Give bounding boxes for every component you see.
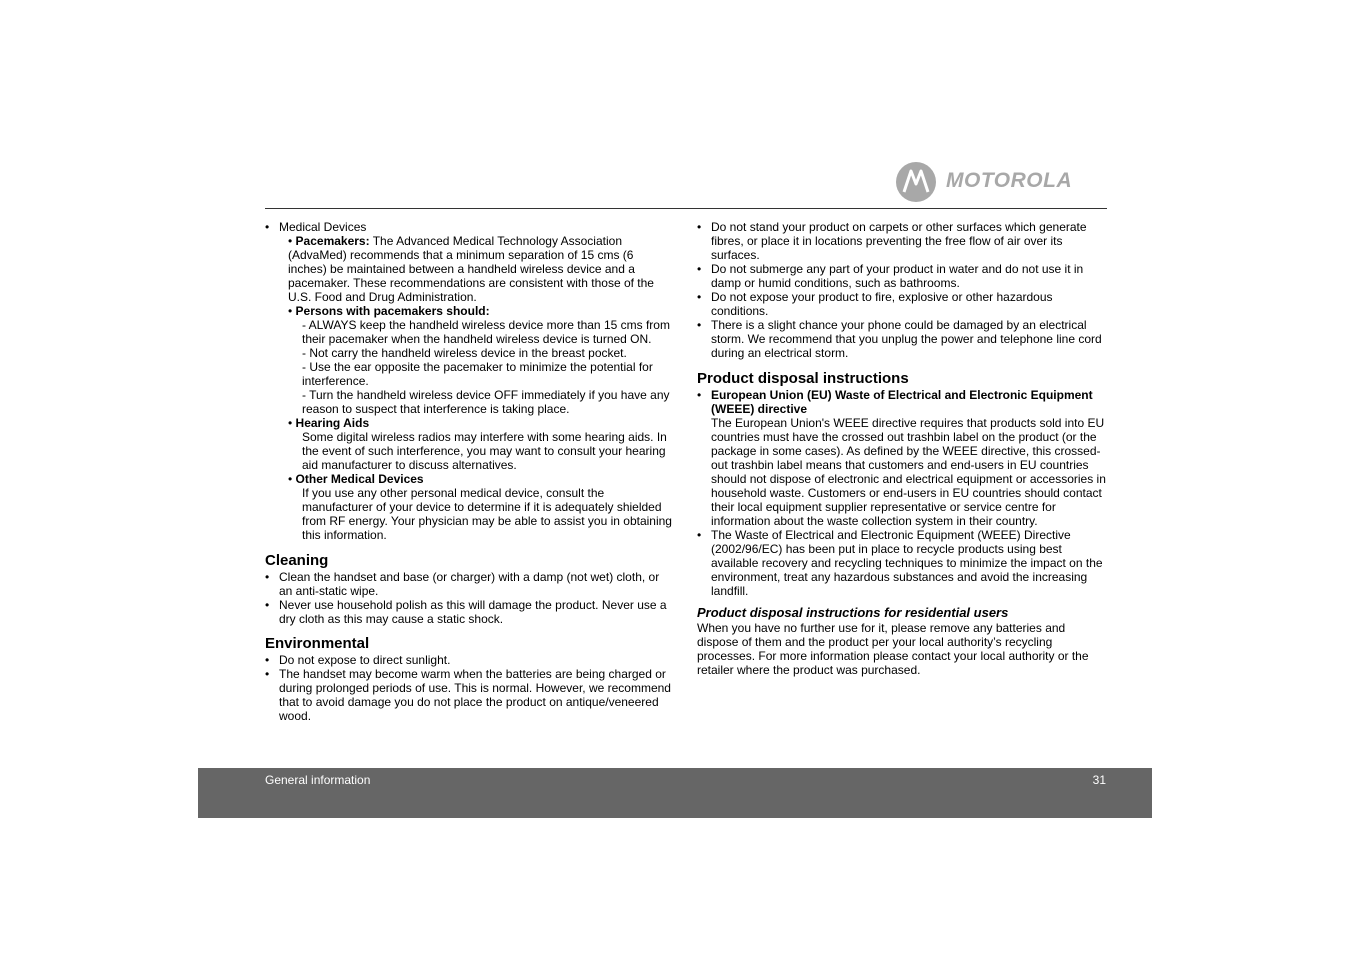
persons-line: - Not carry the handheld wireless device in the breast pocket. (302, 346, 627, 360)
persons-line: - Turn the handheld wireless device OFF immediately if you have any reason to suspect that interference is taking place. (302, 388, 670, 416)
medical-devices-label: • Medical Devices (265, 220, 675, 234)
footer-section: General information (265, 773, 371, 787)
list-item: • Do not expose your product to fire, explosive or other hazardous conditions. (697, 290, 1107, 318)
footer-bar (198, 768, 1152, 818)
disposal-heading: Product disposal instructions (697, 370, 909, 387)
persons-heading: • Persons with pacemakers should: (288, 304, 675, 318)
directive-item: • The Waste of Electrical and Electronic Equipment (WEEE) Directive (2002/96/EC) has been put in place to recycle products using best available recovery and recycling techniques to minimize the impact on the environment, treat any hazardous substances and avoid the increasing landfill. (697, 528, 1107, 598)
pacemakers-item (288, 234, 675, 304)
list-item: • Never use household polish as this will damage the product. Never use a dry cloth as this may cause a static shock. (265, 598, 675, 626)
motorola-logo (896, 162, 1111, 204)
other-devices-text: If you use any other personal medical device, consult the manufacturer of your device to determine if it is adequately shielded from RF energy. Your physician may be able to assist you in obtaining this information. (302, 486, 672, 542)
residential-heading: Product disposal instructions for residential users (697, 605, 1009, 620)
weee-item (697, 388, 1107, 528)
persons-line: - ALWAYS keep the handheld wireless device more than 15 cms from their pacemaker when the handheld wireless device is turned ON. (302, 318, 670, 346)
pacemakers-text: The Advanced Medical Technology Association (AdvaMed) recommends that a minimum separation of 15 cms (6 inches) be maintained between a handheld wireless device and a pacemaker. These recommendations are consistent with those of the U.S. Food and Drug Administration. (288, 234, 654, 304)
page-number: 31 (1092, 773, 1106, 787)
residential-text: When you have no further use for it, please remove any batteries and dispose of them and the product per your local authority’s recycling processes. For more information please contact your local authority or the retailer where the product was purchased. (697, 621, 1089, 677)
header-rule (265, 208, 1107, 209)
list-item: • The handset may become warm when the batteries are being charged or during prolonged periods of use. This is normal. However, we recommend that to avoid damage you do not place the product on antique/veneered wood. (265, 667, 675, 723)
environmental-heading: Environmental (265, 635, 370, 652)
persons-line: - Use the ear opposite the pacemaker to minimize the potential for interference. (302, 360, 653, 388)
right-column (697, 220, 1107, 677)
hearing-aids-heading: • Hearing Aids (288, 416, 675, 430)
hearing-aids-text: Some digital wireless radios may interfere with some hearing aids. In the event of such interference, you may want to consult your hearing aid manufacturer to discuss alternatives. (302, 430, 667, 472)
brand-name: MOTOROLA (946, 169, 1073, 192)
left-column (265, 220, 675, 723)
list-item: • Do not expose to direct sunlight. (265, 653, 675, 667)
weee-heading: • European Union (EU) Waste of Electrical and Electronic Equipment (WEEE) directive (711, 388, 1093, 416)
other-devices-item (288, 472, 675, 542)
list-item: • Do not stand your product on carpets or other surfaces which generate fibres, or place it in locations preventing the free flow of air over its surfaces. (697, 220, 1107, 262)
motorola-m-icon (896, 162, 936, 202)
persons-item (288, 304, 675, 416)
list-item: • Do not submerge any part of your product in water and do not use it in damp or humid conditions, such as bathrooms. (697, 262, 1107, 290)
weee-text: The European Union's WEEE directive requires that products sold into EU countries must have the crossed out trashbin label on the product (or the package in some cases). As defined by the WEEE directive, this crossed-out trashbin label means that customers and end-users in EU countries should not dispose of electronic and electrical equipment or accessories in household waste. Customers or end-users in EU countries should contact their local equipment supplier representative or service centre for information about the waste collection system in their country. (711, 416, 1106, 528)
list-item: • There is a slight chance your phone could be damaged by an electrical storm. We recommend that you unplug the power and telephone line cord during an electrical storm. (697, 318, 1107, 360)
other-devices-heading: • Other Medical Devices (288, 472, 675, 486)
list-item: • Clean the handset and base (or charger) with a damp (not wet) cloth, or an anti-static wipe. (265, 570, 675, 598)
cleaning-heading: Cleaning (265, 552, 329, 569)
hearing-aids-item (288, 416, 675, 472)
pacemakers-heading: • Pacemakers: (288, 234, 370, 248)
